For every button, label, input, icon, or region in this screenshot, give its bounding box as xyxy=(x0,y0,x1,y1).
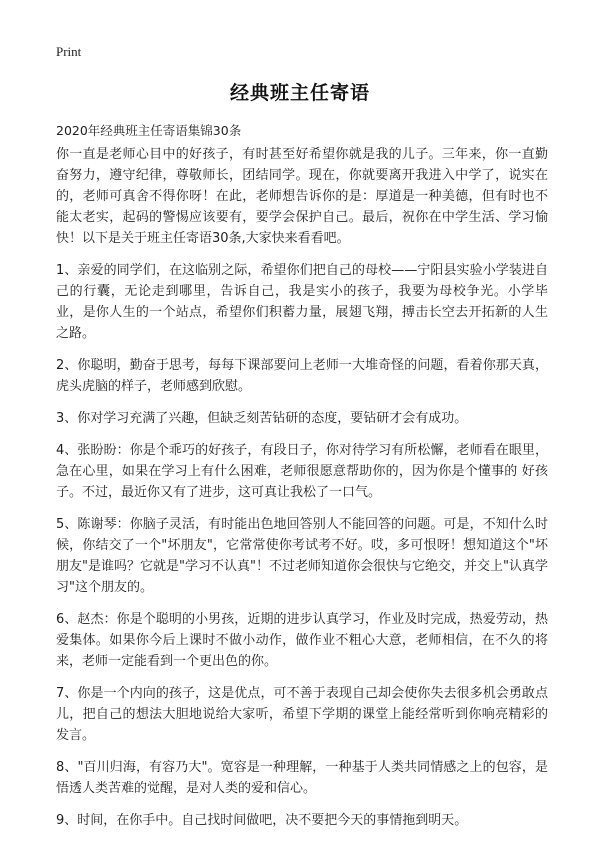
document-title: 经典班主任寄语 xyxy=(229,82,370,104)
list-item: 1、亲爱的同学们，在这临别之际，希望你们把自己的母校——宁阳县实验小学装进自己的行囊，无论走到哪里，告诉自己，我是实小的孩子，我要为母校争光。小学毕业，是你人生的一个站点，希望你们积蓄力量，展翅飞翔，搏击长空去开拓新的人生之路。 xyxy=(56,263,548,341)
list-item: 6、赵杰：你是个聪明的小男孩，近期的进步认真学习，作业及时完成，热爱劳动，热爱集体。如果你今后上课时不做小动作，做作业不粗心大意，老师相信，在不久的将来，老师一定能看到一个更出色的你。 xyxy=(56,612,548,669)
list-item: 3、你对学习充满了兴趣，但缺乏刻苦钻研的态度，要钻研才会有成功。 xyxy=(56,411,468,426)
list-item: 5、陈谢琴：你脑子灵活，有时能出色地回答别人不能回答的问题。可是，不知什么时候，你结交了一个"坏朋友"，它常常使你考试考不好。哎，多可恨呀！想知道这个"坏朋友"是谁吗？它就是"学习不认真"！不过老师知道你会很快与它绝交，并交上"认真学习"这个朋友的。 xyxy=(56,517,548,595)
list-item: 8、"百川归海，有容乃大"。宽容是一种理解，一种基于人类共同情感之上的包容，是悟透人类苦难的觉醒，是对人类的爱和信心。 xyxy=(56,760,548,796)
document-subtitle: 2020年经典班主任寄语集锦30条 xyxy=(56,123,242,138)
print-link[interactable]: Print xyxy=(56,44,82,59)
document-body xyxy=(56,144,548,842)
list-item: 4、张盼盼：你是个乖巧的好孩子，有段日子，你对待学习有所松懈，老师看在眼里，急在心里，如果在学习上有什么困难，老师很愿意帮助你的，因为你是个懂事的 好孩子。不过，最近你又有了进步，这可真让我松了一口气。 xyxy=(56,443,548,500)
intro-paragraph: 你一直是老师心目中的好孩子，有时甚至好希望你就是我的儿子。三年来，你一直勤奋努力，遵守纪律，尊敬师长，团结同学。现在，你就要离开我进入中学了，说实在的，老师可真舍不得你呀！在此，老师想告诉你的是：厚道是一种美德，但有时也不能太老实，起码的警惕应该要有，要学会保护自己。最后，祝你在中学生活、学习愉快！以下是关于班主任寄语30条,大家快来看看吧。 xyxy=(56,147,548,246)
list-item: 2、你聪明，勤奋于思考，每每下课部要问上老师一大堆奇怪的问题，看着你那天真，虎头虎脑的样子，老师感到欣慰。 xyxy=(56,358,548,394)
list-item: 9、时间，在你手中。自己找时间做吧，决不要把今天的事情拖到明天。 xyxy=(56,813,468,828)
list-item: 7、你是一个内向的孩子，这是优点，可不善于表现自己却会使你失去很多机会勇敢点儿，把自己的想法大胆地说给大家听，希望下学期的课堂上能经常听到你响亮精彩的发言。 xyxy=(56,686,548,743)
